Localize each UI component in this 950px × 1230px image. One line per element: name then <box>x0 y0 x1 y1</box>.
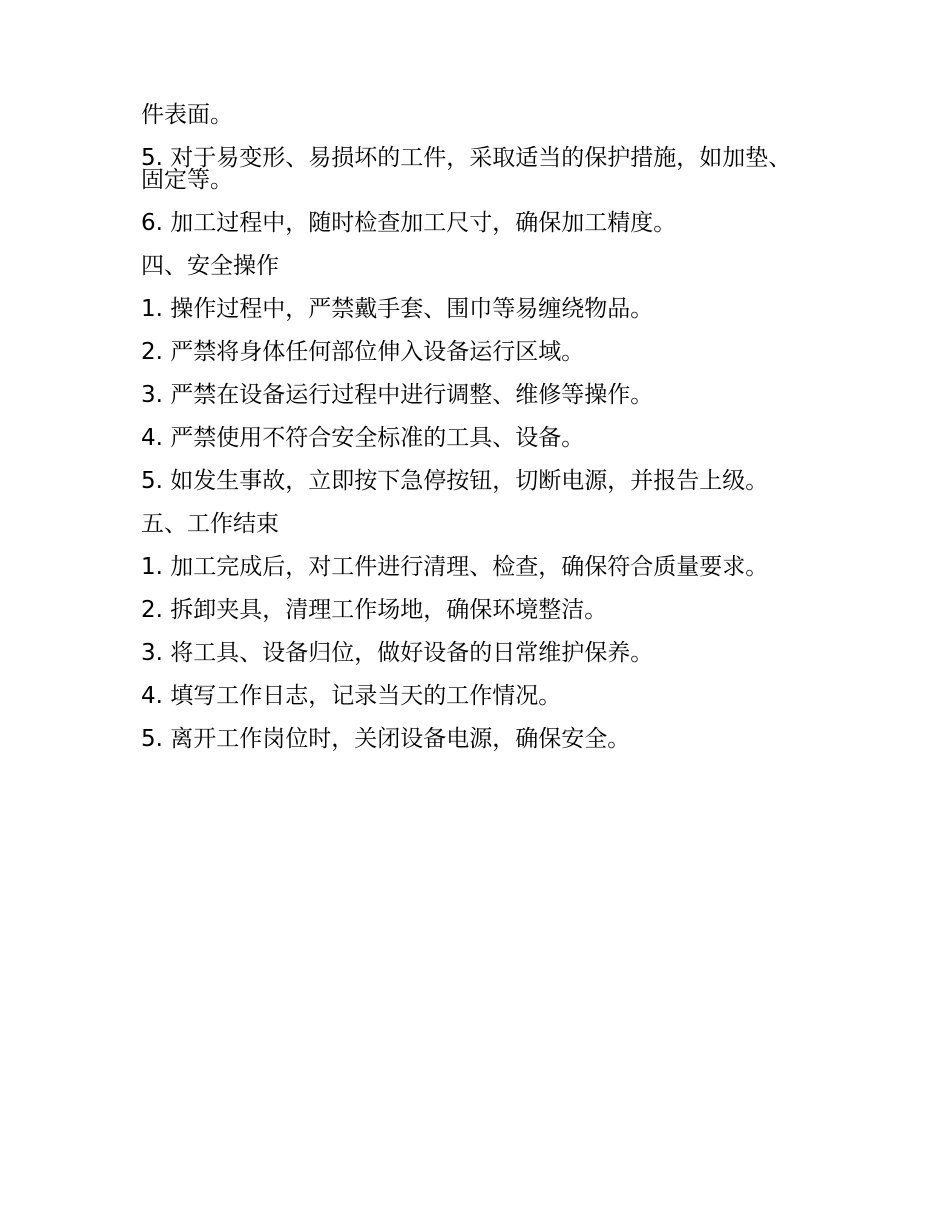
list-item: 2. 拆卸夹具，清理工作场地，确保环境整洁。 <box>141 597 608 623</box>
list-item: 5. 如发生事故，立即按下急停按钮，切断电源，并报告上级。 <box>141 468 769 494</box>
list-item: 4. 填写工作日志，记录当天的工作情况。 <box>141 683 562 709</box>
list-item: 6. 加工过程中，随时检查加工尺寸，确保加工精度。 <box>141 210 677 236</box>
document-body <box>141 104 801 771</box>
list-item: 5. 离开工作岗位时，关闭设备电源，确保安全。 <box>141 726 631 752</box>
paragraph-continuation: 件表面。 <box>141 102 233 128</box>
list-item: 3. 严禁在设备运行过程中进行调整、维修等操作。 <box>141 382 654 408</box>
list-item: 4. 严禁使用不符合安全标准的工具、设备。 <box>141 425 585 451</box>
list-item: 3. 将工具、设备归位，做好设备的日常维护保养。 <box>141 640 654 666</box>
section-heading-work-end: 五、工作结束 <box>141 511 279 537</box>
section-heading-safety: 四、安全操作 <box>141 253 279 279</box>
list-item: 1. 加工完成后，对工件进行清理、检查，确保符合质量要求。 <box>141 554 769 580</box>
list-item: 5. 对于易变形、易损坏的工件，采取适当的保护措施，如加垫、固定等。 <box>141 145 792 193</box>
list-item: 1. 操作过程中，严禁戴手套、围巾等易缠绕物品。 <box>141 296 654 322</box>
list-item: 2. 严禁将身体任何部位伸入设备运行区域。 <box>141 339 585 365</box>
